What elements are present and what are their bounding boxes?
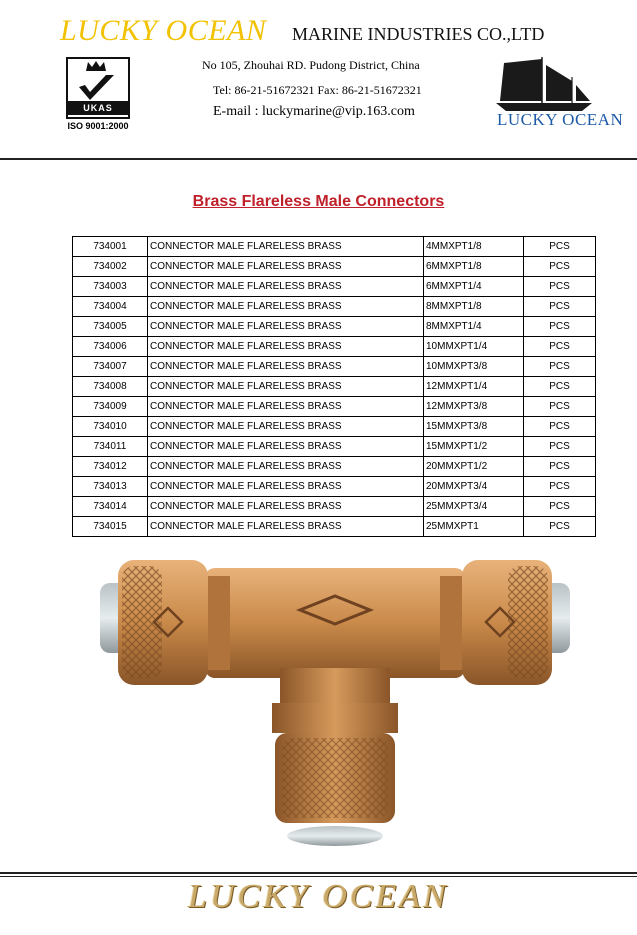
table-row (73, 397, 596, 417)
item-unit: PCS (524, 257, 596, 277)
item-size: 6MMXPT1/4 (424, 277, 524, 297)
item-description: CONNECTOR MALE FLARELESS BRASS (148, 357, 424, 377)
item-code: 734002 (73, 257, 148, 277)
table-row (73, 277, 596, 297)
item-code: 734015 (73, 517, 148, 537)
item-description: CONNECTOR MALE FLARELESS BRASS (148, 517, 424, 537)
iso-label: ISO 9001:2000 (67, 121, 129, 131)
item-description: CONNECTOR MALE FLARELESS BRASS (148, 377, 424, 397)
product-table (72, 236, 596, 537)
item-unit: PCS (524, 297, 596, 317)
item-code: 734012 (73, 457, 148, 477)
item-description: CONNECTOR MALE FLARELESS BRASS (148, 297, 424, 317)
item-unit: PCS (524, 497, 596, 517)
item-unit: PCS (524, 417, 596, 437)
item-unit: PCS (524, 317, 596, 337)
item-unit: PCS (524, 457, 596, 477)
item-size: 6MMXPT1/8 (424, 257, 524, 277)
item-code: 734001 (73, 237, 148, 257)
ukas-certification-logo (62, 55, 134, 137)
checkmark-icon (76, 73, 116, 103)
item-description: CONNECTOR MALE FLARELESS BRASS (148, 497, 424, 517)
item-code: 734014 (73, 497, 148, 517)
page-title (0, 193, 637, 211)
item-description: CONNECTOR MALE FLARELESS BRASS (148, 317, 424, 337)
item-unit: PCS (524, 517, 596, 537)
table-row (73, 357, 596, 377)
item-description: CONNECTOR MALE FLARELESS BRASS (148, 397, 424, 417)
item-description: CONNECTOR MALE FLARELESS BRASS (148, 337, 424, 357)
table-row (73, 337, 596, 357)
item-unit: PCS (524, 437, 596, 457)
item-unit: PCS (524, 477, 596, 497)
item-code: 734010 (73, 417, 148, 437)
item-code: 734004 (73, 297, 148, 317)
footer-divider-thin (0, 876, 637, 877)
item-unit: PCS (524, 337, 596, 357)
item-size: 25MMXPT3/4 (424, 497, 524, 517)
item-unit: PCS (524, 377, 596, 397)
item-description: CONNECTOR MALE FLARELESS BRASS (148, 277, 424, 297)
item-code: 734011 (73, 437, 148, 457)
footer-divider (0, 872, 637, 874)
crown-icon (85, 60, 107, 72)
item-size: 10MMXPT1/4 (424, 337, 524, 357)
item-size: 12MMXPT1/4 (424, 377, 524, 397)
item-code: 734009 (73, 397, 148, 417)
item-code: 734003 (73, 277, 148, 297)
item-size: 8MMXPT1/4 (424, 317, 524, 337)
ship-logo-text: LUCKY OCEAN (497, 110, 624, 129)
page-title-text: Brass Flareless Male Connectors (192, 193, 445, 210)
company-address: No 105, Zhouhai RD. Pudong District, China (202, 58, 420, 72)
table-row (73, 477, 596, 497)
item-description: CONNECTOR MALE FLARELESS BRASS (148, 257, 424, 277)
header-divider (0, 158, 637, 160)
item-size: 20MMXPT3/4 (424, 477, 524, 497)
ukas-label: UKAS (66, 101, 130, 115)
item-size: 8MMXPT1/8 (424, 297, 524, 317)
item-unit: PCS (524, 357, 596, 377)
item-size: 10MMXPT3/8 (424, 357, 524, 377)
table-row (73, 497, 596, 517)
item-description: CONNECTOR MALE FLARELESS BRASS (148, 477, 424, 497)
company-email: E-mail : luckymarine@vip.163.com (213, 104, 415, 119)
item-size: 15MMXPT1/2 (424, 437, 524, 457)
table-row (73, 377, 596, 397)
item-unit: PCS (524, 397, 596, 417)
company-tel-fax: Tel: 86-21-51672321 Fax: 86-21-51672321 (213, 83, 422, 97)
table-row (73, 517, 596, 537)
table-row (73, 417, 596, 437)
table-row (73, 437, 596, 457)
item-code: 734013 (73, 477, 148, 497)
footer-brand-logo: LUCKY OCEAN (188, 878, 449, 915)
item-description: CONNECTOR MALE FLARELESS BRASS (148, 457, 424, 477)
table-row (73, 317, 596, 337)
item-size: 4MMXPT1/8 (424, 237, 524, 257)
item-description: CONNECTOR MALE FLARELESS BRASS (148, 437, 424, 457)
table-row (73, 237, 596, 257)
table-row (73, 257, 596, 277)
item-unit: PCS (524, 277, 596, 297)
item-size: 25MMXPT1 (424, 517, 524, 537)
item-description: CONNECTOR MALE FLARELESS BRASS (148, 417, 424, 437)
item-code: 734006 (73, 337, 148, 357)
item-description: CONNECTOR MALE FLARELESS BRASS (148, 237, 424, 257)
item-size: 20MMXPT1/2 (424, 457, 524, 477)
item-size: 15MMXPT3/8 (424, 417, 524, 437)
brass-tee-connector-image (100, 548, 570, 848)
table-row (73, 297, 596, 317)
item-size: 12MMXPT3/8 (424, 397, 524, 417)
item-code: 734005 (73, 317, 148, 337)
table-row (73, 457, 596, 477)
brand-primary: LUCKY OCEAN (60, 14, 267, 47)
brand-company-name: MARINE INDUSTRIES CO.,LTD (292, 24, 545, 44)
item-code: 734008 (73, 377, 148, 397)
item-code: 734007 (73, 357, 148, 377)
item-unit: PCS (524, 237, 596, 257)
